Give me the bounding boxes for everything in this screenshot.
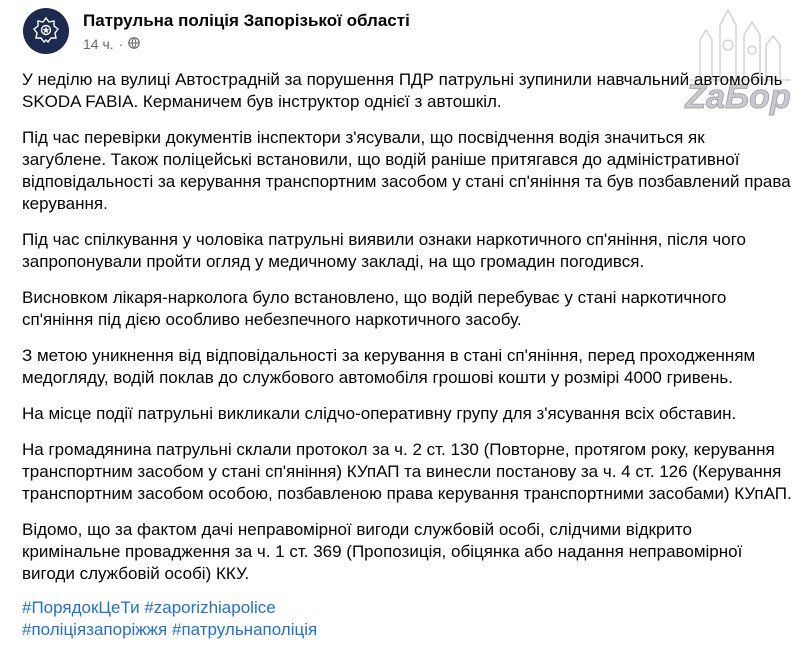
globe-icon[interactable]	[128, 35, 140, 53]
hashtag-link[interactable]: #патрульнаполіція	[171, 620, 318, 639]
post-header	[23, 8, 410, 62]
post-paragraph: Під час перевірки документів інспектори з'ясували, що посвідчення водія значиться як загублене. Також поліцейські встановили, що водій раніше притягався до адміністративної відповідальності за керування транспортним засобом у стані сп'яніння та був позбавлений права керування.	[22, 128, 791, 213]
post-meta	[83, 8, 410, 53]
post-paragraph: Висновком лікаря-нарколога було встановлено, що водій перебуває у стані наркотичного сп'яніння під дією особливо небезпечного наркотичного засобу.	[22, 288, 727, 329]
post-paragraph: Під час спілкування у чоловіка патрульні виявили ознаки наркотичного сп'яніння, після чого запропонували пройти огляд у медичному закладі, на що громадин погодився.	[22, 230, 746, 271]
post-paragraph: У неділю на вулиці Автострадній за порушення ПДР патрульні зупинили навчальний автомобіль SKODA FABIA. Керманичем був інструктор однієї з автошкіл.	[22, 70, 783, 111]
page-name-link[interactable]: Патрульна поліція Запорізької області	[83, 11, 410, 30]
post-body	[22, 69, 792, 641]
hashtag-link[interactable]: #zaporizhiapolice	[144, 598, 276, 617]
hashtag-list	[22, 597, 792, 641]
hashtag-link[interactable]: #ПорядокЦеТи	[22, 598, 140, 617]
post-paragraph: Відомо, що за фактом дачі неправомірної вигоди службовій особі, слідчими відкрито кримінальне провадження за ч. 1 ст. 369 (Пропозиція, обіцянка або надання неправомірної вигоди службовій особі) ККУ.	[22, 520, 743, 583]
watermark-text: ZаБор	[685, 78, 791, 116]
meta-separator: ·	[118, 36, 124, 52]
post-timestamp[interactable]: 14 ч.	[83, 36, 114, 52]
hashtag-row	[22, 597, 792, 619]
page-avatar[interactable]	[23, 8, 69, 54]
hashtag-row	[22, 619, 792, 641]
police-badge-icon	[31, 16, 61, 46]
post-paragraph: На громадянина патрульні склали протокол за ч. 2 ст. 130 (Повторне, протягом року, керування транспортним засобом у стані сп'яніння) КУпАП та винесли постанову за ч. 4 ст. 126 (Керування транспортним засобом особою, позбавленою права керування транспортними засобами) КУпАП.	[22, 440, 792, 503]
post-paragraph: З метою уникнення від відповідальності за керування в стані сп'яніння, перед проходженням медогляду, водій поклав до службового автомобіля грошові кошти у розмірі 4000 гривень.	[22, 346, 756, 387]
hashtag-link[interactable]: #поліціязапоріжжя	[22, 620, 168, 639]
post-paragraph: На місце події патрульні викликали слідчо-оперативну групу для з'ясування всіх обставин.	[22, 404, 737, 423]
post-time-row	[83, 35, 410, 53]
